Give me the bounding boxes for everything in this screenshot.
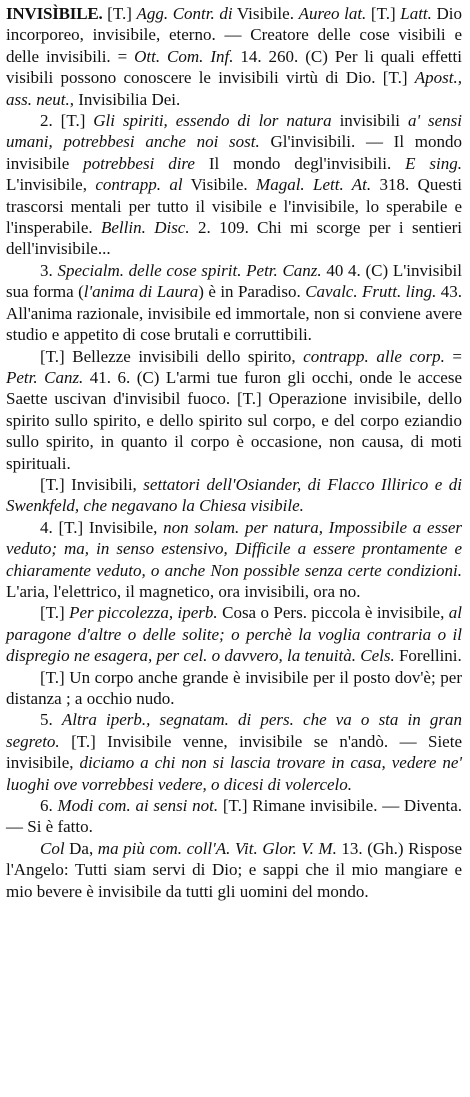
text-run: [T.] Un corpo anche grande è invisibile per il posto dov'è; per distanza ; a occhio nudo. [6, 667, 462, 708]
italic-text-run: Apost., ass. neut. [6, 68, 462, 109]
text-run: Forellini. [394, 646, 462, 666]
text-run: 4. [T.] Invisibile, [40, 517, 164, 537]
text-run: Dio incorporeo, invisibile, eterno. — Creatore delle cose visibili e delle invisibili. = [6, 4, 462, 66]
text-run: [T.] Bellezze invisibili dello spirito, [40, 346, 304, 366]
italic-text-run: Cavalc. Frutt. ling. [305, 282, 437, 302]
text-run: [T.] [40, 603, 70, 623]
text-run: 41. 6. (C) L'armi tue furon gli occhi, onde le accese Saette uscivan d'invisibil fuoco. [T.] Operazione invisibile, dello spirito sullo spirito, e dello spirito sul corpo, e del corpo eziandio sullo spirito, in quanto il corpo è occasione, non causa, di moti spirituali. [6, 367, 462, 473]
text-run: Visibile. [182, 175, 257, 195]
text-run: invisibili [331, 111, 408, 131]
italic-text-run: Col [40, 838, 65, 858]
entry-invisibili-sect-paragraph [6, 474, 462, 517]
text-run: 318. Questi trascorsi mentali per tutto il visibile e l'invisibile, lo sperabile e l'insperabile. [6, 175, 462, 238]
text-run: L'invisibile, [6, 175, 96, 195]
italic-text-run: non solam. per natura, Impossibile a esser veduto; ma, in senso estensivo, Difficile a essere prontamente e chiaramente veduto, o anche Non possible senza certe condizioni. [6, 517, 462, 580]
text-run: 2. [T.] [40, 111, 94, 131]
text-run: = [444, 346, 462, 366]
italic-text-run: Agg. Contr. di [136, 4, 233, 23]
entry-sense-3-sub-paragraph [6, 346, 462, 474]
entry-sense-2-paragraph [6, 110, 462, 260]
text-run: 3. [40, 260, 58, 280]
text-run: L'aria, l'elettrico, il magnetico, ora invisibili, ora no. [6, 581, 361, 601]
text-run: 6. [40, 796, 58, 816]
entry-sense-6-col-da-paragraph [6, 838, 462, 902]
italic-text-run: diciamo a chi non si lascia trovare in casa, vedere ne' luoghi ove vorrebbesi vedere, o dicesi di volercelo. [6, 753, 463, 794]
italic-text-run: Ott. Com. Inf. [134, 46, 234, 66]
italic-text-run: Specialm. delle cose spirit. Petr. Canz. [57, 260, 322, 280]
italic-text-run: Gli spiriti, essendo di lor natura [93, 111, 332, 131]
italic-text-run: Magal. Lett. At. [256, 175, 372, 195]
text-run: Gl'invisibili. — Il mondo invisibile [6, 132, 462, 173]
entry-definition-paragraph [6, 3, 462, 110]
entry-sense-4-distanza-paragraph [6, 667, 462, 710]
text-run: Cosa o Pers. piccola è invisibile, [217, 603, 449, 623]
text-run: [T.] [102, 4, 137, 23]
italic-text-run: al paragone d'altre o delle solite; o perchè la voglia contraria o il dispregio ne esagera, per cel. o davvero, la tenuità. Cels. [6, 603, 462, 666]
italic-text-run: settatori dell'Osiander, di Flacco Illirico e di Swenkfeld, che negavano la Chiesa visibile. [6, 474, 462, 516]
entry-sense-3-paragraph [6, 260, 462, 346]
text-run: [T.] [366, 4, 401, 23]
text-run: [T.] Invisibile venne, invisibile se n'andò. — Siete invisibile, [6, 731, 462, 773]
italic-text-run: contrapp. alle corp. [303, 346, 445, 366]
text-run: , Invisibilia Dei. [69, 89, 181, 109]
text-run: Il mondo degl'invisibili. [194, 153, 406, 173]
text-run: ) è in Paradiso. [198, 282, 306, 302]
italic-text-run: Bellin. Disc. [100, 218, 190, 238]
italic-text-run: ma più com. coll'A. Vit. Glor. V. M. [97, 838, 337, 858]
entry-sense-6-paragraph [6, 795, 462, 838]
text-run: Visibile. [232, 4, 299, 23]
text-run: 40 4. (C) L'invisibil sua forma ( [6, 260, 462, 302]
text-run: 2. 109. Chi mi scorge per i sentieri dell'invisibile... [6, 218, 462, 259]
italic-text-run: l'anima di Laura [83, 282, 199, 302]
italic-text-run: Modi com. ai sensi not. [57, 796, 219, 816]
text-run: 43. All'anima razionale, invisibile ed immortale, non si conviene avere studio e appetito di cose brutali e corruttibili. [6, 282, 462, 345]
italic-text-run: Petr. Canz. [6, 367, 84, 387]
italic-text-run: Aureo lat. [298, 4, 367, 23]
headword: INVISÌBILE. [6, 4, 103, 23]
italic-text-run: Altra iperb., segnatam. di pers. che va o sta in gran segreto. [6, 710, 463, 751]
italic-text-run: contrapp. al [95, 175, 183, 195]
text-run: Da, [64, 838, 98, 858]
entry-sense-5-paragraph [6, 709, 462, 795]
text-run: [T.] Rimane invisibile. — Diventa. — Si è fatto. [6, 796, 462, 837]
italic-text-run: Latt. [400, 4, 432, 23]
entry-sense-4-paragraph [6, 517, 462, 603]
text-run: 14. 260. (C) Per li quali effetti visibili possono conoscere le invisibili virtù di Dio. [T.] [6, 46, 462, 88]
text-run: 13. (Gh.) Rispose l'Angelo: Tutti siam servi di Dio; e sappi che il mio mangiare e mio bevere è invisibile da tutti gli uomini del mondo. [6, 838, 462, 901]
entry-sense-4-piccolezza-paragraph [6, 602, 462, 666]
text-run: [T.] Invisibili, [40, 474, 144, 494]
text-run: 5. [40, 710, 62, 730]
italic-text-run: potrebbesi dire [83, 153, 195, 173]
italic-text-run: a' sensi umani, potrebbesi anche noi sost. [6, 111, 462, 152]
italic-text-run: Per piccolezza, iperb. [69, 603, 218, 623]
italic-text-run: E sing. [405, 153, 462, 173]
